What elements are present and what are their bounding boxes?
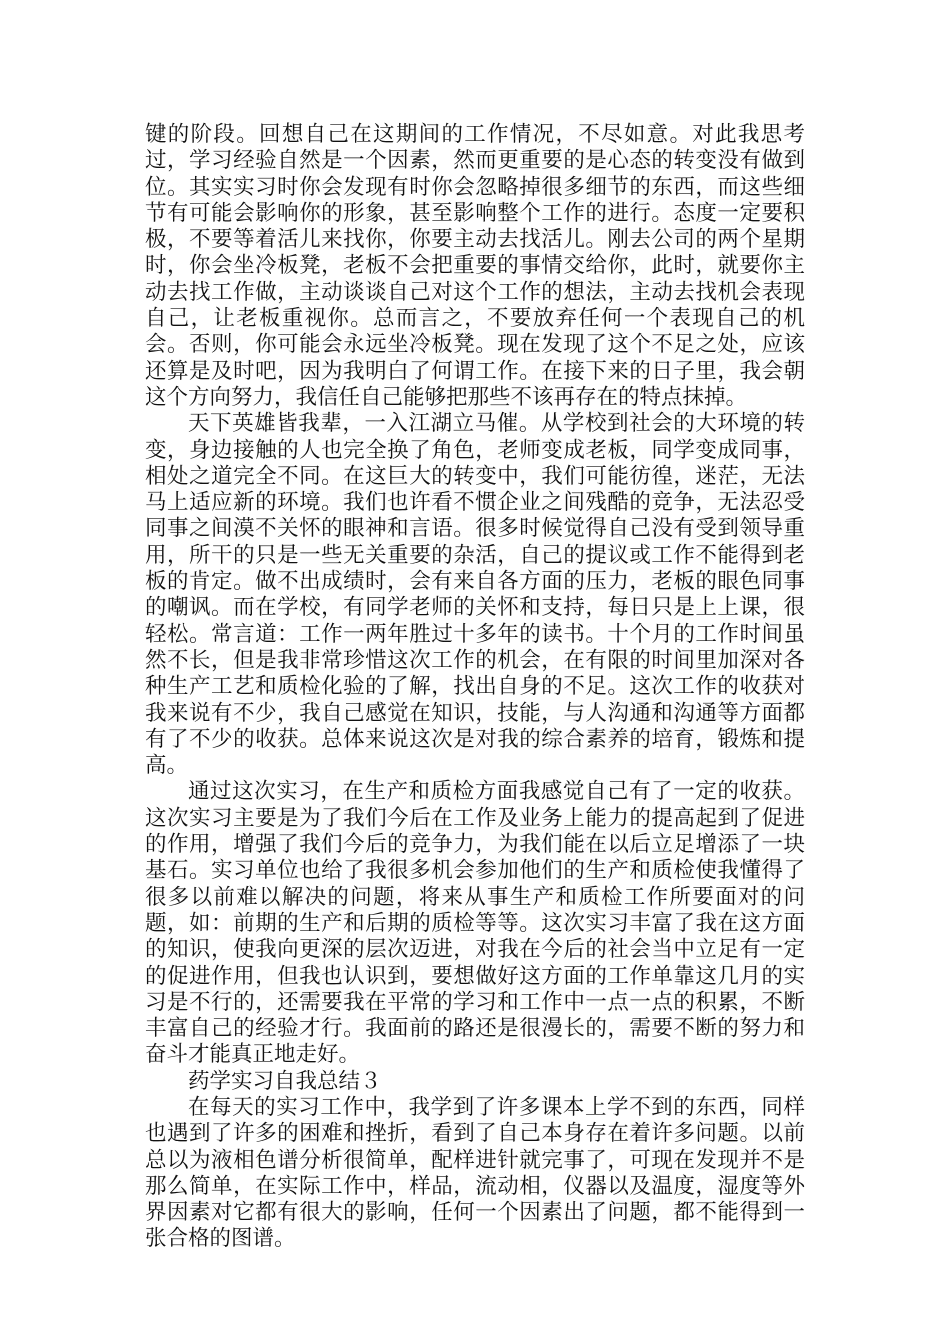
section-heading: 药学实习自我总结３ xyxy=(188,1068,382,1094)
paragraph-internship-gains: 通过这次实习，在生产和质检方面我感觉自己有了一定的收获。这次实习主要是为了我们今后在工作及业务上能力的提高起到了促进的作用，增强了我们今后的竞争力，为我们能在以后立足增添了一块基石。实习单位也给了我很多机会参加他们的生产和质检使我懂得了很多以前难以解决的问题，将来从事生产和质检工作所要面对的问题，如：前期的生产和后期的质检等等。这次实习丰富了我在这方面的知识，使我向更深的层次迈进，对我在今后的社会当中立足有一定的促进作用，但我也认识到，要想做好这方面的工作单靠这几月的实习是不行的，还需要我在平常的学习和工作中一点一点的积累，不断丰富自己的经验才行。我面前的路还是很漫长的，需要不断的努力和奋斗才能真正地走好。 xyxy=(145,779,805,1068)
document-body xyxy=(145,122,805,1253)
paragraph-workplace-transition: 天下英雄皆我辈，一入江湖立马催。从学校到社会的大环境的转变，身边接触的人也完全换了角色，老师变成老板，同学变成同事，相处之道完全不同。在这巨大的转变中，我们可能彷徨，迷茫，无法马上适应新的环境。我们也许看不惯企业之间残酷的竞争，无法忍受同事之间漠不关怀的眼神和言语。很多时候觉得自己没有受到领导重用，所干的只是一些无关重要的杂活，自己的提议或工作不能得到老板的肯定。做不出成绩时，会有来自各方面的压力，老板的眼色同事的嘲讽。而在学校，有同学老师的关怀和支持，每日只是上上课，很轻松。常言道：工作一两年胜过十多年的读书。十个月的工作时间虽然不长，但是我非常珍惜这次工作的机会，在有限的时间里加深对各种生产工艺和质检化验的了解，找出自身的不足。这次工作的收获对我来说有不少，我自己感觉在知识，技能，与人沟通和沟通等方面都有了不少的收获。总体来说这次是对我的综合素养的培育，锻炼和提高。 xyxy=(145,411,805,779)
paragraph-daily-work: 在每天的实习工作中，我学到了许多课本上学不到的东西，同样也遇到了许多的困难和挫折，看到了自己本身存在着许多问题。以前总以为液相色谱分析很简单，配样进针就完事了，可现在发现并不是那么简单，在实际工作中，样品，流动相，仪器以及温度，湿度等外界因素对它都有很大的影响，任何一个因素出了问题，都不能得到一张合格的图谱。 xyxy=(145,1094,805,1252)
paragraph-continuation: 键的阶段。回想自己在这期间的工作情况，不尽如意。对此我思考过，学习经验自然是一个因素，然而更重要的是心态的转变没有做到位。其实实习时你会发现有时你会忽略掉很多细节的东西，而这些细节有可能会影响你的形象，甚至影响整个工作的进行。态度一定要积极，不要等着活儿来找你，你要主动去找活儿。刚去公司的两个星期时，你会坐冷板凳，老板不会把重要的事情交给你，此时，就要你主动去找工作做，主动谈谈自己对这个工作的想法，主动去找机会表现自己，让老板重视你。总而言之，不要放弃任何一个表现自己的机会。否则，你可能会永远坐冷板凳。现在发现了这个不足之处，应该还算是及时吧，因为我明白了何谓工作。在接下来的日子里，我会朝这个方向努力，我信任自己能够把那些不该再存在的特点抹掉。 xyxy=(145,122,805,410)
